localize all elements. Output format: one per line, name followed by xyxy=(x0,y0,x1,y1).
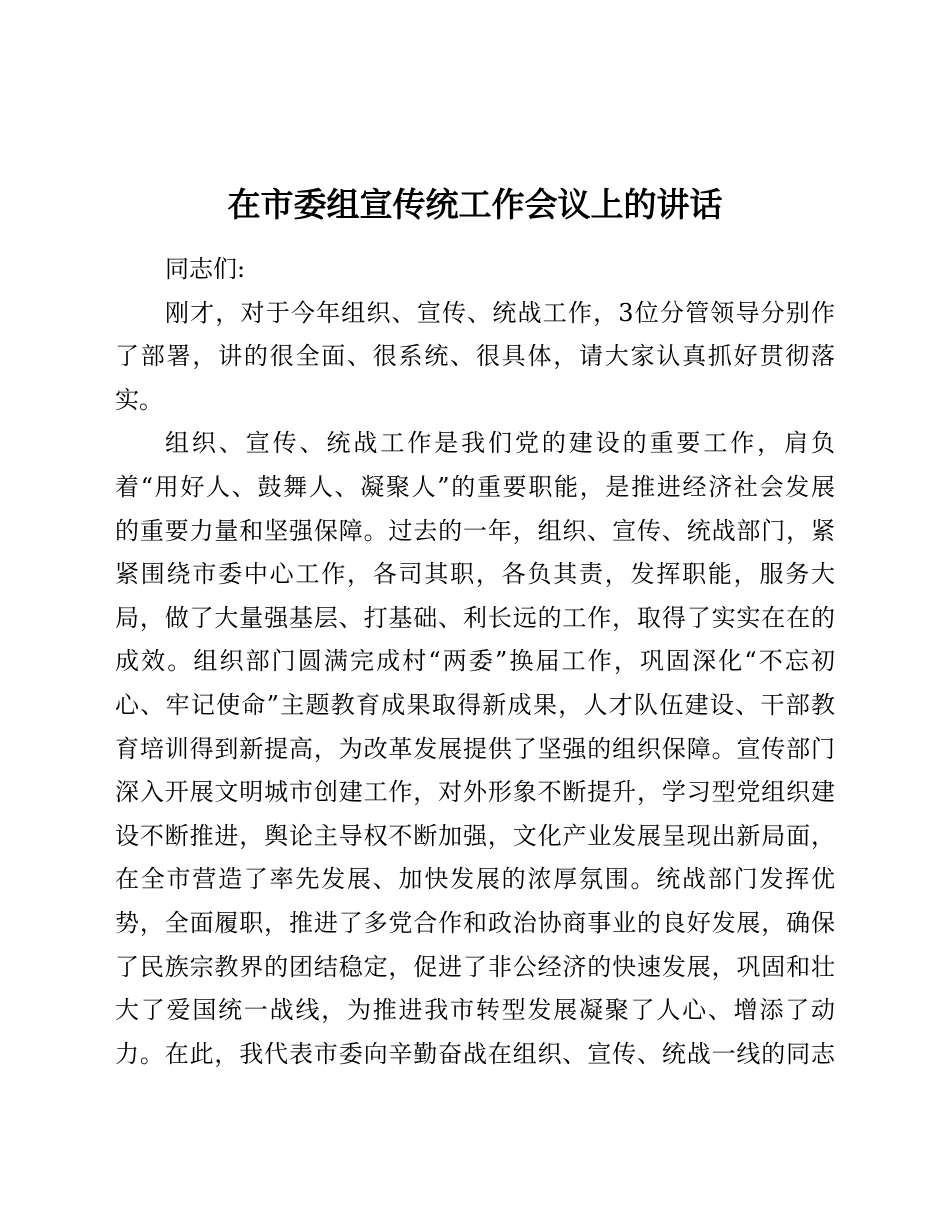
text-line: 大了爱国统一战线，为推进我市转型发展凝聚了人心、增添了动 xyxy=(115,996,835,1025)
document-title: 在市委组宣传统工作会议上的讲话 xyxy=(227,185,723,224)
text-line: 力。在此，我代表市委向辛勤奋战在组织、宣传、统战一线的同志 xyxy=(115,1039,835,1068)
text-line: 势，全面履职，推进了多党合作和政治协商事业的良好发展，确保 xyxy=(115,908,835,937)
text-line: 同志们: xyxy=(165,255,246,283)
text-line: 在全市营造了率先发展、加快发展的浓厚氛围。统战部门发挥优 xyxy=(115,865,835,894)
text-line: 设不断推进，舆论主导权不断加强，文化产业发展呈现出新局面， xyxy=(115,821,835,850)
text-line: 深入开展文明城市创建工作，对外形象不断提升，学习型党组织建 xyxy=(115,778,835,807)
text-line: 刚才，对于今年组织、宣传、统战工作，3位分管领导分别作 xyxy=(165,298,835,327)
text-line: 组织、宣传、统战工作是我们党的建设的重要工作，肩负 xyxy=(165,429,835,458)
text-line: 成效。组织部门圆满完成村“两委”换届工作，巩固深化“不忘初 xyxy=(115,647,835,676)
text-line: 实。 xyxy=(115,385,163,414)
text-line: 的重要力量和坚强保障。过去的一年，组织、宣传、统战部门，紧 xyxy=(115,516,835,545)
text-line: 局，做了大量强基层、打基础、利长远的工作，取得了实实在在的 xyxy=(115,603,835,632)
document-body xyxy=(115,248,835,1076)
text-line: 了民族宗教界的团结稳定，促进了非公经济的快速发展，巩固和壮 xyxy=(115,952,835,981)
text-line: 育培训得到新提高，为改革发展提供了坚强的组织保障。宣传部门 xyxy=(115,734,835,763)
text-line: 心、牢记使命”主题教育成果取得新成果，人才队伍建设、干部教 xyxy=(115,690,835,719)
text-line: 着“用好人、鼓舞人、凝聚人”的重要职能，是推进经济社会发展 xyxy=(115,472,835,501)
text-line: 紧围绕市委中心工作，各司其职，各负其责，发挥职能，服务大 xyxy=(115,560,835,589)
text-line: 了部署，讲的很全面、很系统、很具体，请大家认真抓好贯彻落 xyxy=(115,342,835,371)
